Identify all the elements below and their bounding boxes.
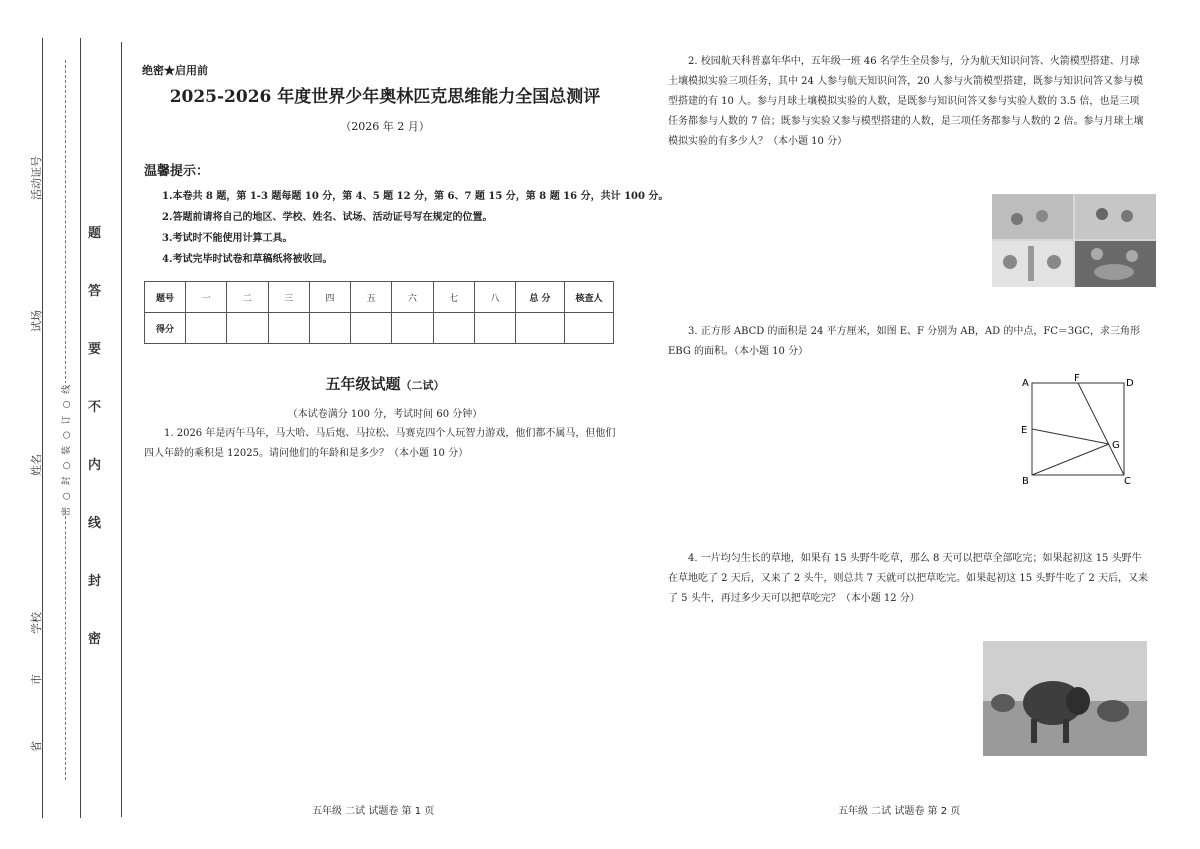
q3-label-g: G <box>1112 440 1120 451</box>
score-table-row <box>145 313 614 344</box>
q3-label-b: B <box>1022 476 1029 487</box>
q3-square-figure <box>1020 374 1140 488</box>
score-header-cell: 七 <box>433 282 474 313</box>
grade-title-suffix: （二试） <box>400 379 445 392</box>
score-header-cell: 总 分 <box>516 282 565 313</box>
score-header-cell: 题号 <box>145 282 186 313</box>
grade-title-main: 五年级试题 <box>325 375 401 393</box>
score-cell[interactable] <box>186 313 227 344</box>
score-header-cell: 八 <box>474 282 515 313</box>
margin-line-inner <box>121 42 122 817</box>
margin-line-middle <box>80 38 81 818</box>
tip-1: 1.本卷共 8 题，第 1-3 题每题 10 分，第 4、5 题 12 分，第 6、7 题 15 分，第 8 题 16 分，共计 100 分。 <box>162 191 669 202</box>
secret-mark: 绝密★启用前 <box>142 64 208 77</box>
score-header-cell: 三 <box>268 282 309 313</box>
page-1-footer: 五年级 二试 试题卷 第 1 页 <box>312 806 435 817</box>
score-cell[interactable] <box>351 313 392 344</box>
score-cell[interactable] <box>392 313 433 344</box>
city-label: 市 <box>30 674 43 685</box>
tip-2: 2.答题前请将自己的地区、学校、姓名、试场、活动证号写在规定的位置。 <box>162 212 493 223</box>
q3-label-e: E <box>1021 425 1028 436</box>
margin-line-outer <box>42 38 43 818</box>
question-1: 1. 2026 年是丙午马年，马大哈、马后炮、马拉松、马赛克四个人玩智力游戏，他们都不属马，但他们四人年龄的乘积是 12025。请问他们的年龄和是多少？（本小题 10 分） <box>144 428 616 459</box>
q3-label-d: D <box>1126 378 1134 389</box>
score-cell[interactable] <box>268 313 309 344</box>
question-3: 3. 正方形 ABCD 的面积是 24 平方厘米，如图 E、F 分别为 AB，AD 的中点，FC＝3GC，求三角形 EBG 的面积。（本小题 10 分） <box>668 326 1140 357</box>
question-4: 4. 一片均匀生长的草地，如果有 15 头野牛吃草，那么 8 天可以把草全部吃完；如果起初这 15 头野牛在草地吃了 2 天后，又来了 2 头牛，则总共 7 天就可以把草吃完。如果起初这 15 头野牛吃了 2 天后，又来了 5 头牛，再过多少天可以把草吃完？（本小题 12 分） <box>668 553 1148 604</box>
score-header-cell: 六 <box>392 282 433 313</box>
q3-label-f: F <box>1074 374 1080 384</box>
seal-char-4: 不 <box>88 400 102 415</box>
score-header-cell: 一 <box>186 282 227 313</box>
id-label: 活动证号 <box>30 156 43 200</box>
score-header-cell: 二 <box>227 282 268 313</box>
seal-char-1: 题 <box>88 226 102 241</box>
score-row-label: 得分 <box>145 313 186 344</box>
score-header-cell: 核查人 <box>565 282 614 313</box>
tips-heading: 温馨提示： <box>144 164 210 179</box>
province-label: 省 <box>30 741 43 752</box>
tip-3: 3.考试时不能使用计算工具。 <box>162 233 293 244</box>
seal-char-6: 线 <box>88 516 102 531</box>
score-cell[interactable] <box>309 313 350 344</box>
score-cell[interactable] <box>474 313 515 344</box>
score-cell[interactable] <box>433 313 474 344</box>
name-label: 姓名 <box>30 454 43 476</box>
score-cell[interactable] <box>516 313 565 344</box>
score-table-header <box>145 282 614 313</box>
seal-char-2: 答 <box>88 284 102 299</box>
grade-title <box>140 373 630 394</box>
exam-title: 2025-2026 年度世界少年奥林匹克思维能力全国总测评 <box>169 87 601 107</box>
room-label: 试场 <box>30 310 43 332</box>
exam-date: （2026 年 2 月） <box>340 120 430 133</box>
page-2 <box>668 0 1158 849</box>
score-table <box>144 281 614 344</box>
q3-label-c: C <box>1124 476 1131 487</box>
page-1 <box>140 0 669 849</box>
score-cell[interactable] <box>227 313 268 344</box>
score-header-cell: 五 <box>351 282 392 313</box>
seal-char-7: 封 <box>88 574 102 589</box>
seal-line-text: 密 ○ 封 ○ 装 ○ 订 ○ 线 <box>59 383 72 516</box>
seal-char-3: 要 <box>88 342 102 357</box>
seal-char-8: 密 <box>88 632 102 647</box>
seal-char-5: 内 <box>88 458 102 473</box>
score-cell[interactable] <box>565 313 614 344</box>
page-2-footer: 五年级 二试 试题卷 第 2 页 <box>838 806 961 817</box>
q4-bison-illustration <box>983 641 1147 756</box>
score-header-cell: 四 <box>309 282 350 313</box>
tip-4: 4.考试完毕时试卷和草稿纸将被收回。 <box>162 254 333 265</box>
grade-subtitle: （本试卷满分 100 分，考试时间 60 分钟） <box>287 409 483 420</box>
school-label: 学校 <box>30 612 43 634</box>
question-2: 2. 校园航天科普嘉年华中，五年级一班 46 名学生全员参与，分为航天知识问答、火箭模型搭建、月球土壤模拟实验三项任务，其中 24 人参与航天知识问答，20 人参与火箭模型搭建，既参与知识问答又参与模型搭建的有 10 人。参与月球土壤模拟实验的人数，是既参与知识问答又参与实验人数的 3.5 倍，也是三项任务都参与人数的 7 倍；既参与实验又参与模型搭建的人数，是三项任务都参与人数的 2 倍。参与月球土壤模拟实验的有多少人？（本小题 10 分） <box>668 56 1144 147</box>
q3-label-a: A <box>1022 378 1029 389</box>
q2-illustration <box>992 194 1156 287</box>
